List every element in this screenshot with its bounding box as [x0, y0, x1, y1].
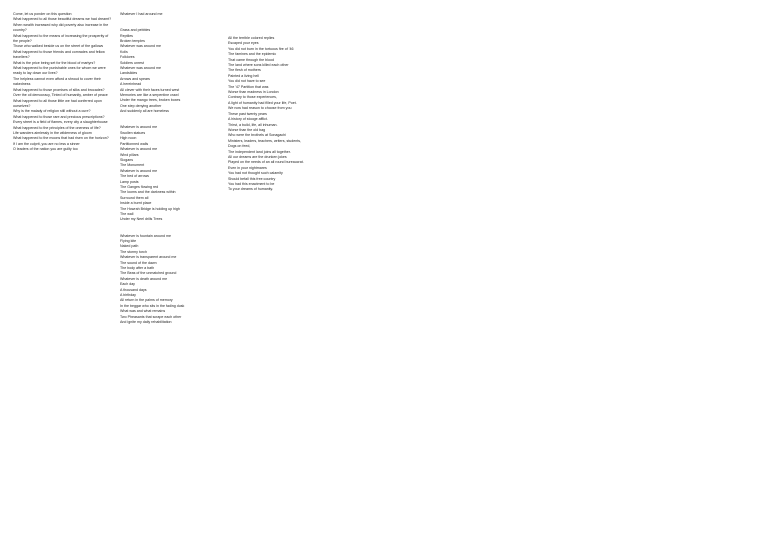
poem-line: What happened to the punishable ones for whom we were ready to lay down our lives? [13, 66, 106, 76]
poem-column-1 [13, 12, 113, 153]
poem-line: The famines and the epidemic [228, 52, 277, 57]
poem-line: The wall [120, 211, 134, 216]
poem-line: The '47 Partition that was [228, 84, 269, 89]
poem-line: The Howrah Bridge is holding up high [120, 206, 180, 211]
poem-line: What happened to the principles of the oneness of life? [13, 125, 101, 130]
poem-line: The independent land joins all together. [228, 149, 291, 154]
poem-line: Partitionned walls [120, 141, 149, 146]
poem-line: The helpless cannot even afford a shroud to cover their nakedness [13, 76, 101, 87]
poem-line: Those who walked beside us on the street of the gallows [13, 44, 104, 49]
poem-line: A light of humanity had filled your life, Poet. [228, 100, 297, 105]
poem-line: All the terrible colored replies [228, 36, 275, 40]
poem-line: If I am the culprit, you are no less a sinner [13, 141, 80, 146]
poem-line: The stormy torch [120, 249, 147, 254]
poem-line: Arrows and spears [120, 76, 150, 81]
poem-line: Under the mango trees, broken boxes [120, 98, 181, 103]
poem-line: A hereinhead [120, 82, 142, 87]
poem-line: What happened to those promises of silks and brocades? [13, 87, 105, 92]
poem-line: Soldiers unrest [120, 60, 144, 65]
poem-line: What happened to all those little we had conferred upon ourselves? [13, 98, 102, 108]
poem-line: Whatever is transparent around me [120, 255, 177, 260]
poem-line: Each day [120, 282, 135, 287]
poem-line: Come, let us ponder on this question [13, 12, 72, 16]
poem-line: All our dreams are the drunken jokes [228, 154, 287, 159]
poem-line: Contrary to those experiences, [228, 95, 277, 100]
poem-line: Whatever is around me [120, 125, 158, 130]
poem-line: Kolis [120, 49, 128, 54]
poem-line: Life wanders aimlessly in the wilderness of gloom [13, 130, 92, 135]
poem-column-3 [228, 36, 328, 193]
poem-line: The looms and the darkness within [120, 190, 176, 195]
poem-line: What happened to the means of increasing the prosperity of the people? [13, 33, 109, 44]
poem-line: Landslides [120, 71, 138, 76]
poem-line: Whatever was around me [120, 66, 161, 71]
poem-line: And suddenly all are homeless [120, 109, 169, 114]
poem-line: Under my Neel drills Trees [120, 217, 163, 222]
poem-line: Escaped your eyes [228, 41, 259, 46]
poem-line: The bed of arrows [120, 174, 149, 179]
poem-line: Even in your nightmares [228, 165, 267, 170]
poem-line: Over the oil democracy, Tinted of humanity, amber of peace [13, 93, 108, 98]
poem-line: Swollen statues [120, 130, 146, 135]
poem-line: Wind pillars [120, 152, 139, 157]
poem-line: One step denying another [120, 103, 162, 108]
stanza [120, 234, 220, 326]
poem-line: What was and what remains [120, 309, 166, 314]
stanza [120, 28, 220, 115]
poem-line: The land where sons killed each other [228, 63, 289, 68]
poem-line: That came through the blood [228, 57, 274, 62]
poem-line: The Ganges flowing red [120, 184, 159, 189]
poem-line: Reptiles [120, 33, 133, 38]
poem-line: You had this enactment to be [228, 181, 275, 186]
poem-line: Whatever I had around me [120, 12, 163, 16]
poem-line: Whatever is death around me [120, 276, 168, 281]
poem-line: The flesh of mothers [228, 68, 261, 73]
poem-line: What happened to all those beautiful dreams we had dreamt? [13, 17, 112, 22]
poem-line: Folklores [120, 55, 135, 60]
poem-line: Whatever is around me [120, 168, 158, 173]
poem-line: Lamp posts [120, 179, 139, 184]
poem-line: Whatever was around me [120, 44, 161, 49]
poem-line: A history of stooge afflict. [228, 117, 268, 122]
poem-line: You did not burn in the tortuous fire of '46 [228, 46, 294, 51]
poem-line: The body after a bath [120, 266, 155, 270]
poem-line: Memories are like a serpentine crawl [120, 93, 179, 98]
poem-line: What happened to those rare and precious prescriptions? [13, 114, 105, 119]
poem-line: These past twenty years [228, 111, 267, 116]
poem-line: In the beggar who sits in the fading dusk [120, 303, 185, 308]
poem-line: A thousand days [120, 287, 147, 292]
poem-line: Dogs on feed, [228, 144, 251, 149]
poem-line: Naked path [120, 244, 139, 249]
poem-line: And ignite my daily rehabilitation [120, 320, 172, 325]
poem-line: High noon [120, 136, 137, 141]
poem-line: Thirst, a build, life, all inhuman. [228, 122, 278, 127]
poem-line: All clever with their faces turned west [120, 87, 180, 92]
poem-column-2 [120, 12, 220, 325]
poem-line: Worse than madness in London [228, 90, 279, 95]
poem-line: Surround them all [120, 195, 149, 200]
poem-line: Worse than the old bag [228, 127, 266, 132]
poem-line: All return in the palms of memory [120, 298, 173, 303]
poem-line: Whatever is around me [120, 147, 158, 152]
poem-line: The Beas of the unmatched ground [120, 271, 177, 276]
poem-line: Two Pheasants that scrape each other [120, 314, 182, 319]
poem-line: Every street is a field of flames, every city a slaughterhouse [13, 120, 108, 125]
poem-line: Played on the needs of an all round bureaucrat. [228, 160, 304, 165]
poem-line: The sound of the dawn [120, 260, 157, 265]
poem-line: What happened to those friends and comrades and fellow travellers? [13, 49, 105, 60]
poem-line: O leaders of the nation you are guilty too [13, 147, 78, 152]
poem-line: A birthday [120, 293, 136, 298]
poem-line: Why is the malady of religion still without a cure? [13, 109, 91, 114]
poem-line: Who were the brothels at Sonagachi [228, 133, 286, 138]
stanza [120, 125, 220, 222]
poem-line: Grass and pebbles [120, 28, 151, 33]
poem-line: What happened to the moons that had risen on the horizon? [13, 136, 109, 141]
poem-line: To your dreams of humanity. [228, 187, 274, 192]
poem-line: The Monument [120, 163, 145, 168]
poem-line: Inside a burnt place [120, 201, 152, 206]
poem-line: You did not have to see [228, 79, 266, 84]
poem-line: Ministers, leaders, teachers, writers, students, [228, 138, 302, 143]
poem-line: Slogans [120, 157, 133, 162]
poem-line: What is the price being set for the blood of martyrs? [13, 60, 96, 65]
poem-line: Should befall this free country [228, 176, 276, 181]
poem-line: Painted a living hell [228, 73, 259, 78]
poem-line: We now had reason to choose from you [228, 106, 292, 111]
poem-line: When wealth increased why did poverty also increase in the country? [13, 22, 109, 33]
poem-line: Flying kite [120, 238, 137, 243]
poem-line: Whatever is fountain around me [120, 233, 171, 238]
poem-line: You had not thought such calamity [228, 171, 283, 176]
poem-line: Broken temples [120, 39, 145, 43]
